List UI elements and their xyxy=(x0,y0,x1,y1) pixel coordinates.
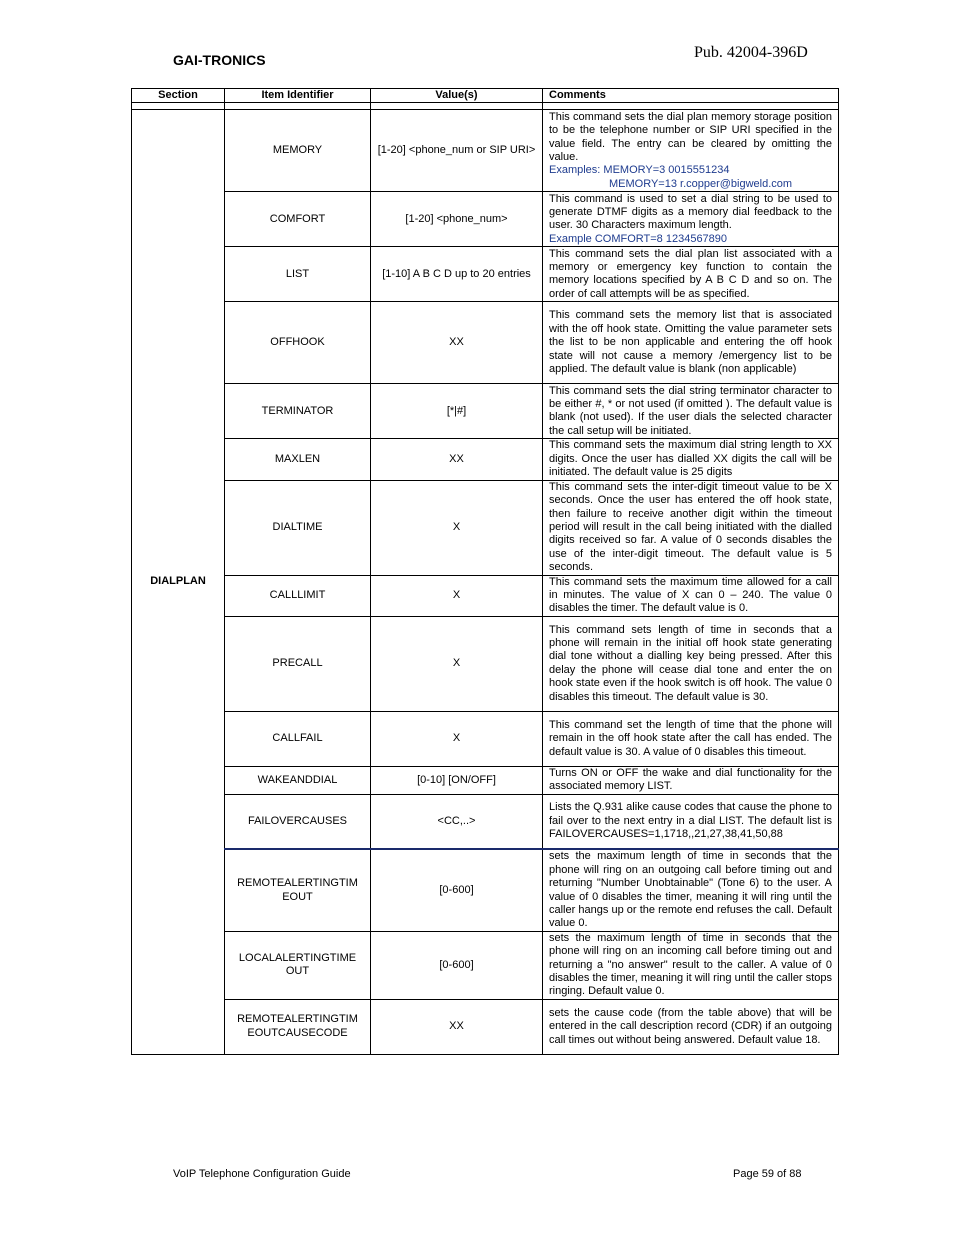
publication-number: Pub. 42004-396D xyxy=(694,44,808,61)
column-header-section: Section xyxy=(132,89,225,103)
item-identifier: MAXLEN xyxy=(225,439,371,480)
item-comment: This command sets the inter-digit timeout value to be X seconds. Once the user has entered the off hook state, then failure to receive another digit within the timeout period will result in the call being initiated with the dialled digits received so far. A value of 0 seconds disables the use of the inter-digit timeout. The default value is 5 seconds. xyxy=(543,480,839,575)
item-identifier: CALLFAIL xyxy=(225,711,371,766)
item-comment: sets the cause code (from the table above) that will be entered in the call description record (CDR) if an outgoing call times out without being answered. Default value 18. xyxy=(543,999,839,1054)
item-value: [1-20] <phone_num or SIP URI> xyxy=(371,110,543,192)
item-comment: This command sets the dial plan list associated with a memory or emergency key function to contain the memory locations specified by A B C D and so on. The order of call attempts will be as specified. xyxy=(543,247,839,302)
item-identifier: WAKEANDDIAL xyxy=(225,766,371,794)
footer-document-title: VoIP Telephone Configuration Guide xyxy=(173,1168,351,1180)
item-value: XX xyxy=(371,439,543,480)
comment-text: This command is used to set a dial string to be used to generate DTMF digits as a memory dial feedback to the user. 30 Characters maximum length. xyxy=(549,192,832,232)
item-comment: This command set the length of time that the phone will remain in the off hook state after the call has ended. The default value is 30. A value of 0 disables this timeout. xyxy=(543,711,839,766)
item-value: [0-600] xyxy=(371,849,543,931)
table-row xyxy=(132,849,839,931)
config-table xyxy=(131,88,839,1055)
table-row xyxy=(132,110,839,192)
item-comment: This command sets the maximum time allowed for a call in minutes. The value of X can 0 – 240. The value 0 disables the timer. The default value is 0. xyxy=(543,575,839,616)
item-identifier: REMOTEALERTINGTIM EOUTCAUSECODE xyxy=(225,999,371,1054)
item-identifier: TERMINATOR xyxy=(225,384,371,439)
item-comment: Lists the Q.931 alike cause codes that cause the phone to fail over to the next entry in a dial LIST. The default list is FAILOVERCAUSES=1,1718,,21,27,38,41,50,88 xyxy=(543,794,839,849)
item-value: X xyxy=(371,575,543,616)
column-header-item-identifier: Item Identifier xyxy=(225,89,371,103)
table-row xyxy=(132,247,839,302)
table-row xyxy=(132,192,839,247)
item-identifier: COMFORT xyxy=(225,192,371,247)
item-identifier: MEMORY xyxy=(225,110,371,192)
item-value: XX xyxy=(371,302,543,384)
item-value: [1-10] A B C D up to 20 entries xyxy=(371,247,543,302)
item-identifier: CALLLIMIT xyxy=(225,575,371,616)
table-row xyxy=(132,302,839,384)
table-row xyxy=(132,711,839,766)
item-comment: This command sets length of time in seconds that a phone will remain in the initial off hook state generating dial tone without a dialling key being pressed. After this delay the phone will cease dial tone and enter the on hook state even if the hook switch is off hook. The value 0 disables this timeout. The default value is 30. xyxy=(543,616,839,711)
item-value: <CC,..> xyxy=(371,794,543,849)
company-name: GAI-TRONICS xyxy=(173,52,266,68)
item-value: [1-20] <phone_num> xyxy=(371,192,543,247)
table-row xyxy=(132,480,839,575)
item-comment: Turns ON or OFF the wake and dial functionality for the associated memory LIST. xyxy=(543,766,839,794)
item-comment: sets the maximum length of time in seconds that the phone will ring on an outgoing call before timing out and returning "Number Unobtainable" (Tone 6) to the user. A value of 0 disables the timer, meaning it will ring until the caller hangs up or the remote end refuses the call. Default value 0. xyxy=(543,849,839,931)
table-row xyxy=(132,931,839,999)
item-comment xyxy=(543,192,839,247)
item-value: X xyxy=(371,616,543,711)
item-identifier: LIST xyxy=(225,247,371,302)
item-value: [*|#] xyxy=(371,384,543,439)
item-value: [0-600] xyxy=(371,931,543,999)
item-comment: This command sets the memory list that is associated with the off hook state. Omitting the value parameter sets the list to be non applicable and entering the off hook state will not cause a memory /emergency list to be applied. The default value is blank (non applicable) xyxy=(543,302,839,384)
table-header-row xyxy=(132,89,839,103)
comment-text: This command sets the dial plan memory storage position to be the telephone number or SIP URI specified in the value field. The entry can be cleared by omitting the value. xyxy=(549,110,832,163)
table-row xyxy=(132,766,839,794)
item-identifier: FAILOVERCAUSES xyxy=(225,794,371,849)
item-identifier: PRECALL xyxy=(225,616,371,711)
example-text: MEMORY=13 r.copper@bigweld.com xyxy=(609,177,793,190)
item-identifier: REMOTEALERTINGTIM EOUT xyxy=(225,849,371,931)
item-identifier: DIALTIME xyxy=(225,480,371,575)
table-row xyxy=(132,999,839,1054)
table-row xyxy=(132,439,839,480)
item-comment xyxy=(543,110,839,192)
column-header-comments: Comments xyxy=(543,89,839,103)
item-comment: This command sets the maximum dial string length to XX digits. Once the user has dialled XX digits the call will be initiated. The default value is 25 digits xyxy=(543,439,839,480)
example-text: Example COMFORT=8 1234567890 xyxy=(549,232,728,245)
table-row xyxy=(132,794,839,849)
item-value: [0-10] [ON/OFF] xyxy=(371,766,543,794)
item-identifier: LOCALALERTINGTIME OUT xyxy=(225,931,371,999)
example-text: Examples: MEMORY=3 0015551234 xyxy=(549,164,730,177)
column-header-values: Value(s) xyxy=(371,89,543,103)
item-value: X xyxy=(371,480,543,575)
footer-page-number: Page 59 of 88 xyxy=(733,1168,802,1180)
section-cell: DIALPLAN xyxy=(132,110,225,1054)
table-row xyxy=(132,384,839,439)
item-value: XX xyxy=(371,999,543,1054)
item-comment: sets the maximum length of time in seconds that the phone will ring on an incoming call before timing out and returning a "no answer" result to the caller. A value of 0 disables the timer, meaning it will ring until the caller stops ringing. Default value 0. xyxy=(543,931,839,999)
table-row xyxy=(132,616,839,711)
spacer-row xyxy=(132,103,839,110)
item-identifier: OFFHOOK xyxy=(225,302,371,384)
item-value: X xyxy=(371,711,543,766)
table-row xyxy=(132,575,839,616)
item-comment: This command sets the dial string terminator character to be either #, * or not used (if omitted ). The default value is blank (not used). If the user dials the selected character the call setup will be initiated. xyxy=(543,384,839,439)
